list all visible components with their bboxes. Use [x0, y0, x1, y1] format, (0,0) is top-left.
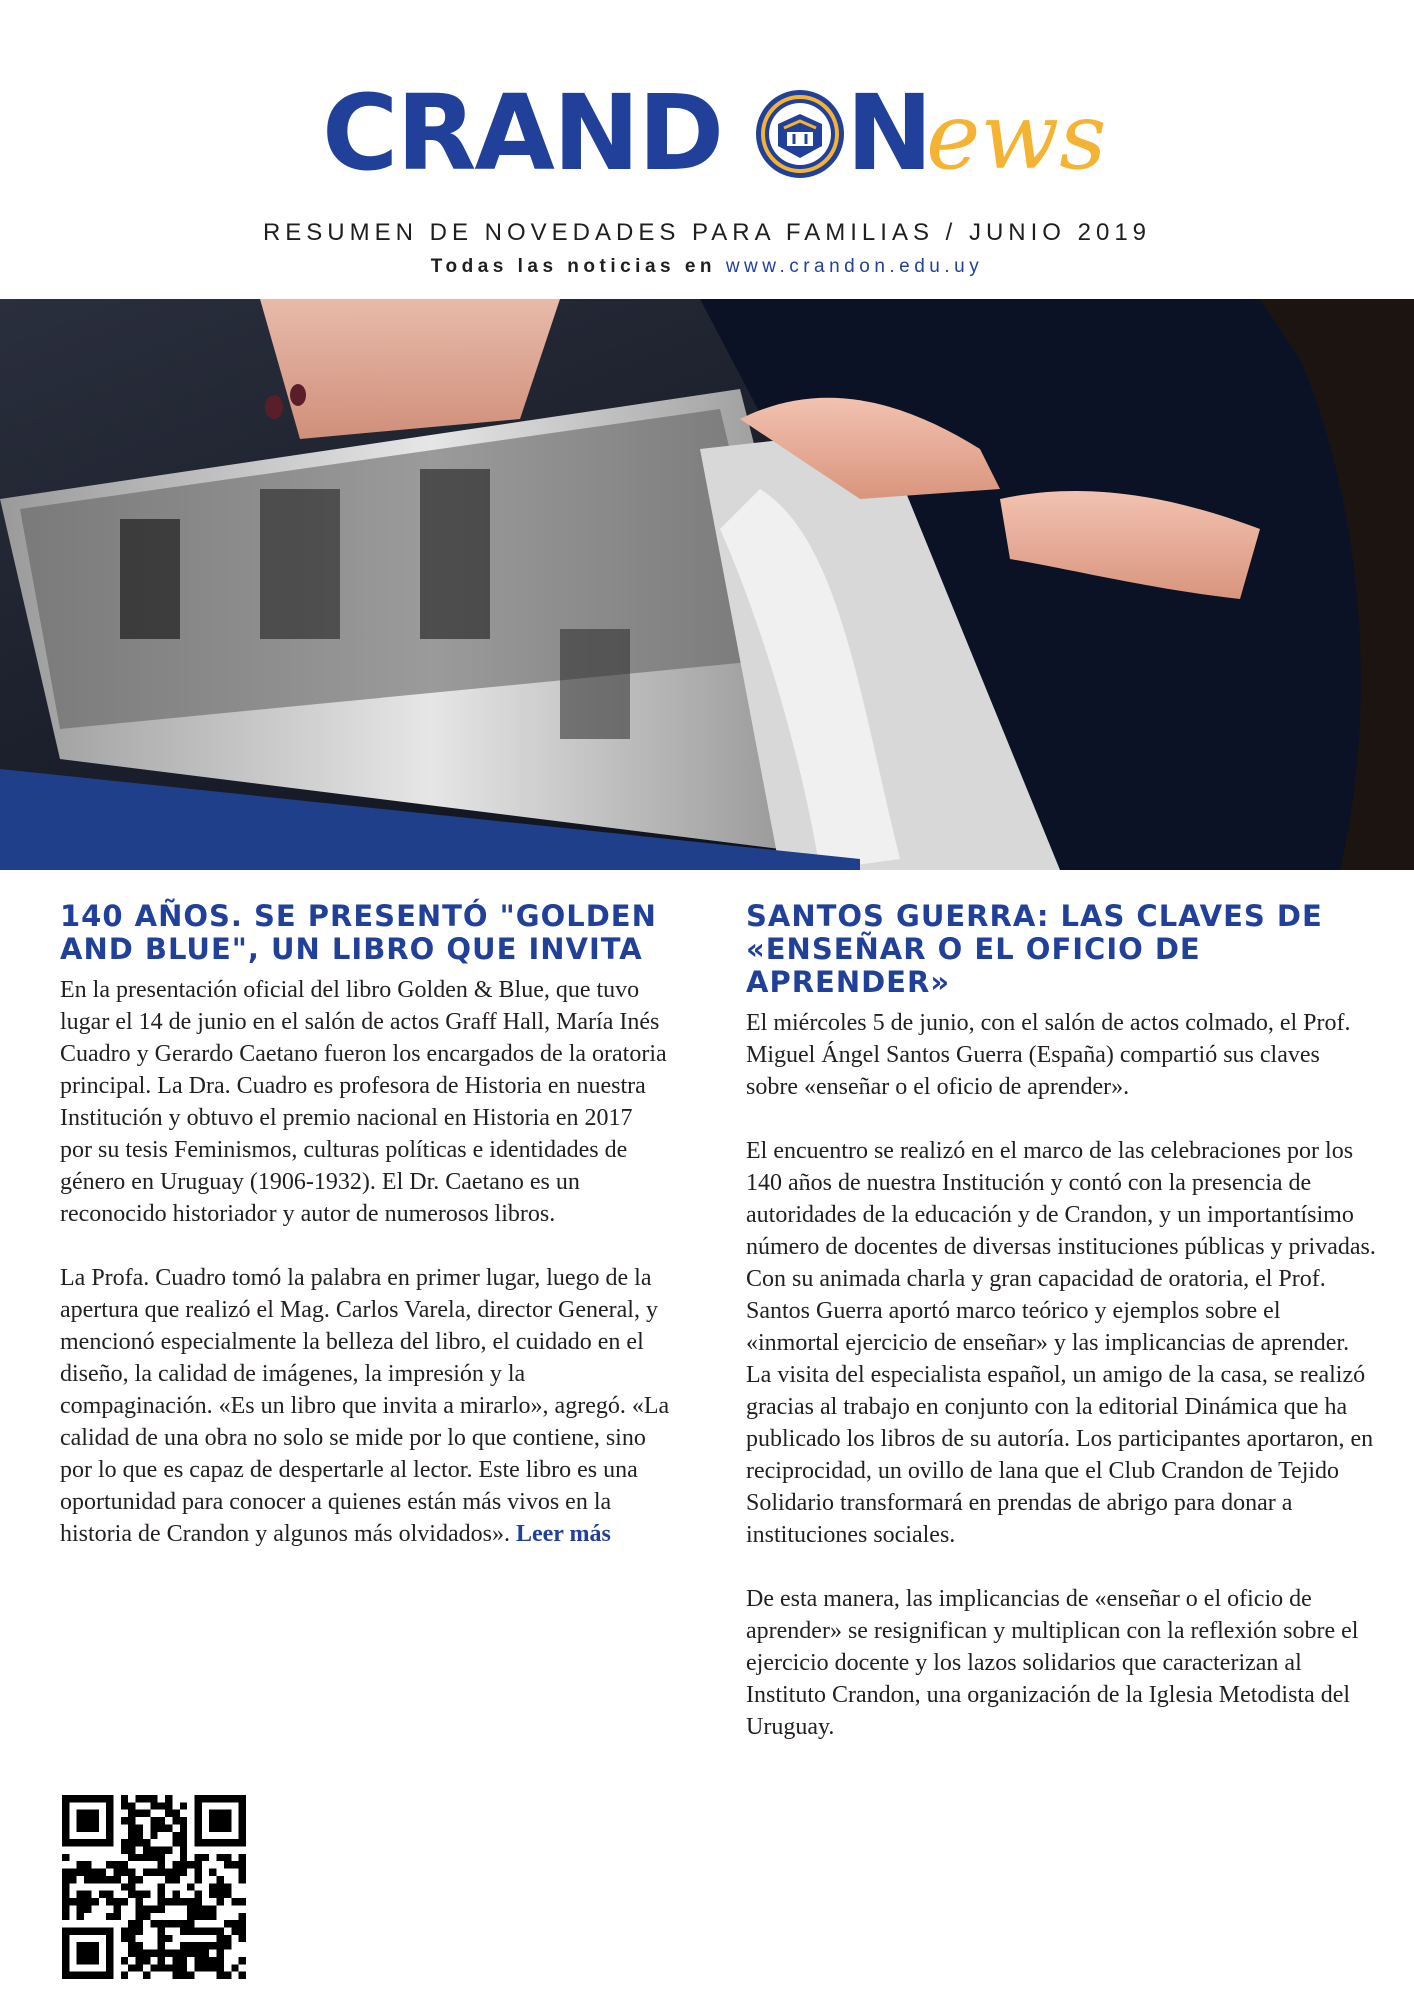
- article-paragraph: El encuentro se realizó en el marco de las celebraciones por los 140 años de nuestra Institución y contó con la presencia de autoridades de la educación y de Crandon, y un importantísimo número de docentes de diversas instituciones públicas y privadas. Con su animada charla y gran capacidad de oratoria, el Prof. Santos Guerra aportó marco teórico y ejemplos sobre el «inmortal ejercicio de enseñar» y las implicancias de aprender. La visita del especialista español, un amigo de la casa, se realizó gracias al trabajo en conjunto con la editorial Dinámica que ha publicado los libros de su autoría. Los participantes aportaron, en reciprocidad, un ovillo de lana que el Club Crandon de Tejido Solidario transformará en prendas de abrigo para donar a instituciones sociales.: [746, 1138, 1376, 1548]
- article-santos-guerra: [746, 900, 1376, 1775]
- crandon-news-logo: [322, 72, 1107, 194]
- logo-text-crand: CRAND: [322, 72, 723, 194]
- read-more-link[interactable]: Leer más: [515, 1521, 611, 1547]
- article-paragraph: El miércoles 5 de junio, con el salón de actos colmado, el Prof. Miguel Ángel Santos Guerra (España) compartió sus claves sobre «enseñar o el oficio de aprender».: [746, 1010, 1351, 1100]
- qr-code-icon[interactable]: [62, 1795, 246, 1979]
- article-golden-and-blue: [60, 900, 670, 1582]
- article-headline: 140 AÑOS. SE PRESENTÓ "GOLDEN AND BLUE", UN LIBRO QUE INVITA: [60, 899, 657, 966]
- masthead: [0, 0, 1414, 300]
- newsletter-subtitle: RESUMEN DE NOVEDADES PARA FAMILIAS / JUNIO 2019: [262, 219, 1152, 246]
- article-paragraph: En la presentación oficial del libro Golden & Blue, que tuvo lugar el 14 de junio en el salón de actos Graff Hall, María Inés Cuadro y Gerardo Caetano fueron los encargados de la oratoria principal. La Dra. Cuadro es profesora de Historia en nuestra Institución y obtuvo el premio nacional en Historia en 2017 por su tesis Feminismos, culturas políticas e identidades de género en Uruguay (1906-1932). El Dr. Caetano es un reconocido historiador y autor de numerosos libros.: [60, 977, 667, 1227]
- hero-photo-book: [0, 299, 1414, 870]
- website-link[interactable]: www.crandon.edu.uy: [725, 256, 984, 277]
- all-news-line: [0, 256, 1414, 278]
- article-paragraph-text: La Profa. Cuadro tomó la palabra en primer lugar, luego de la apertura que realizó el Mag. Carlos Varela, director General, y mencionó especialmente la belleza del libro, el cuidado en el diseño, la calidad de imágenes, la impresión y la compaginación. «Es un libro que invita a mirarlo», agregó. «La calidad de una obra no solo se mide por lo que contiene, sino por lo que es capaz de despertarle al lector. Este libro es una oportunidad para conocer a quienes están más vivos en la historia de Crandon y algunos más olvidados».: [60, 1265, 670, 1547]
- article-paragraph: [60, 1262, 670, 1550]
- article-paragraph: De esta manera, las implicancias de «enseñar o el oficio de aprender» se resignifican y multiplican con la reflexión sobre el ejercicio docente y los lazos solidarios que caracterizan al Instituto Crandon, una organización de la Iglesia Metodista del Uruguay.: [746, 1586, 1359, 1740]
- logo-text-n: N: [846, 72, 934, 194]
- article-headline: SANTOS GUERRA: LAS CLAVES DE «ENSEÑAR O EL OFICIO DE APRENDER»: [746, 899, 1323, 999]
- school-seal-icon: [754, 88, 846, 180]
- all-news-prefix: Todas las noticias en: [430, 256, 717, 277]
- logo-text-ews: ews: [926, 83, 1107, 190]
